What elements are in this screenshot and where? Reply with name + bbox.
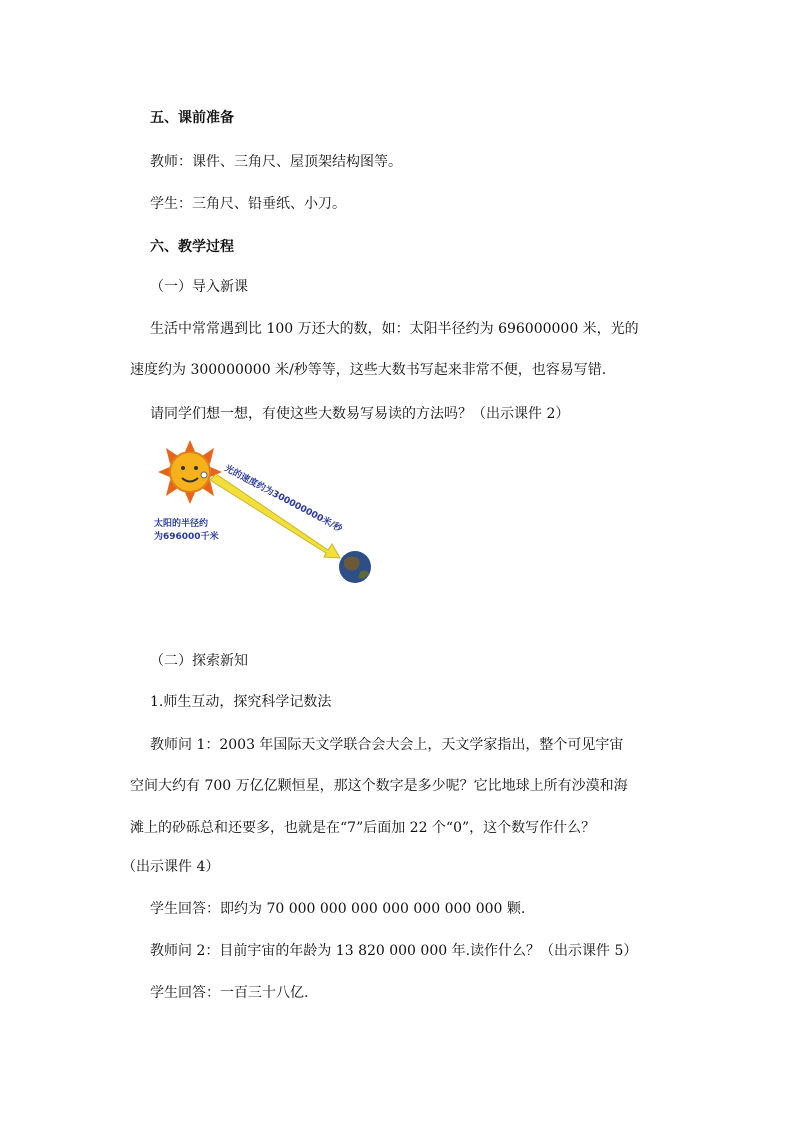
sub-heading-explore: （二）探索新知 xyxy=(150,653,248,669)
intro-paragraph-line2: 速度约为 300000000 米/秒等等，这些大数书写起来非常不便，也容易写错. xyxy=(130,362,607,378)
prep-student-line: 学生：三角尺、铅垂纸、小刀。 xyxy=(150,196,346,212)
intro-question: 请同学们想一想，有使这些大数易写易读的方法吗？（出示课件 2） xyxy=(150,406,570,422)
sun-radius-label-line2: 为696000千米 xyxy=(154,532,219,542)
answer1: 学生回答：即约为 70 000 000 000 000 000 000 000 颗. xyxy=(150,901,526,917)
sun-icon xyxy=(158,440,222,504)
question2: 教师问 2：目前宇宙的年龄为 13 820 000 000 年.读作什么？（出示课件 5） xyxy=(150,943,638,959)
section-heading-prep: 五、课前准备 xyxy=(150,110,234,126)
question1-line2: 空间大约有 700 万亿亿颗恒星，那这个数字是多少呢？它比地球上所有沙漠和海 xyxy=(130,778,628,794)
sun-radius-label-line1: 太阳的半径约 xyxy=(154,519,209,529)
prep-teacher-line: 教师：课件、三角尺、屋顶架结构图等。 xyxy=(150,154,402,170)
section-heading-process: 六、教学过程 xyxy=(150,239,234,255)
earth-icon xyxy=(339,551,371,583)
light-speed-label: 光的速度约为300000000米/秒 xyxy=(222,463,344,535)
question1-line4: （出示课件 4） xyxy=(122,859,220,875)
answer2: 学生回答：一百三十八亿. xyxy=(150,985,309,1001)
sun-earth-illustration xyxy=(150,440,390,600)
question1-line3: 滩上的砂砾总和还要多，也就是在“7”后面加 22 个“0”，这个数写作什么？ xyxy=(130,820,596,836)
question1-line1: 教师问 1：2003 年国际天文学联合会大会上，天文学家指出，整个可见宇宙 xyxy=(150,737,624,753)
intro-paragraph-line1: 生活中常常遇到比 100 万还大的数，如：太阳半径约为 696000000 米，光的 xyxy=(150,321,639,337)
sub-heading-intro: （一）导入新课 xyxy=(150,279,248,295)
explore-subheading: 1.师生互动，探究科学记数法 xyxy=(150,694,332,710)
